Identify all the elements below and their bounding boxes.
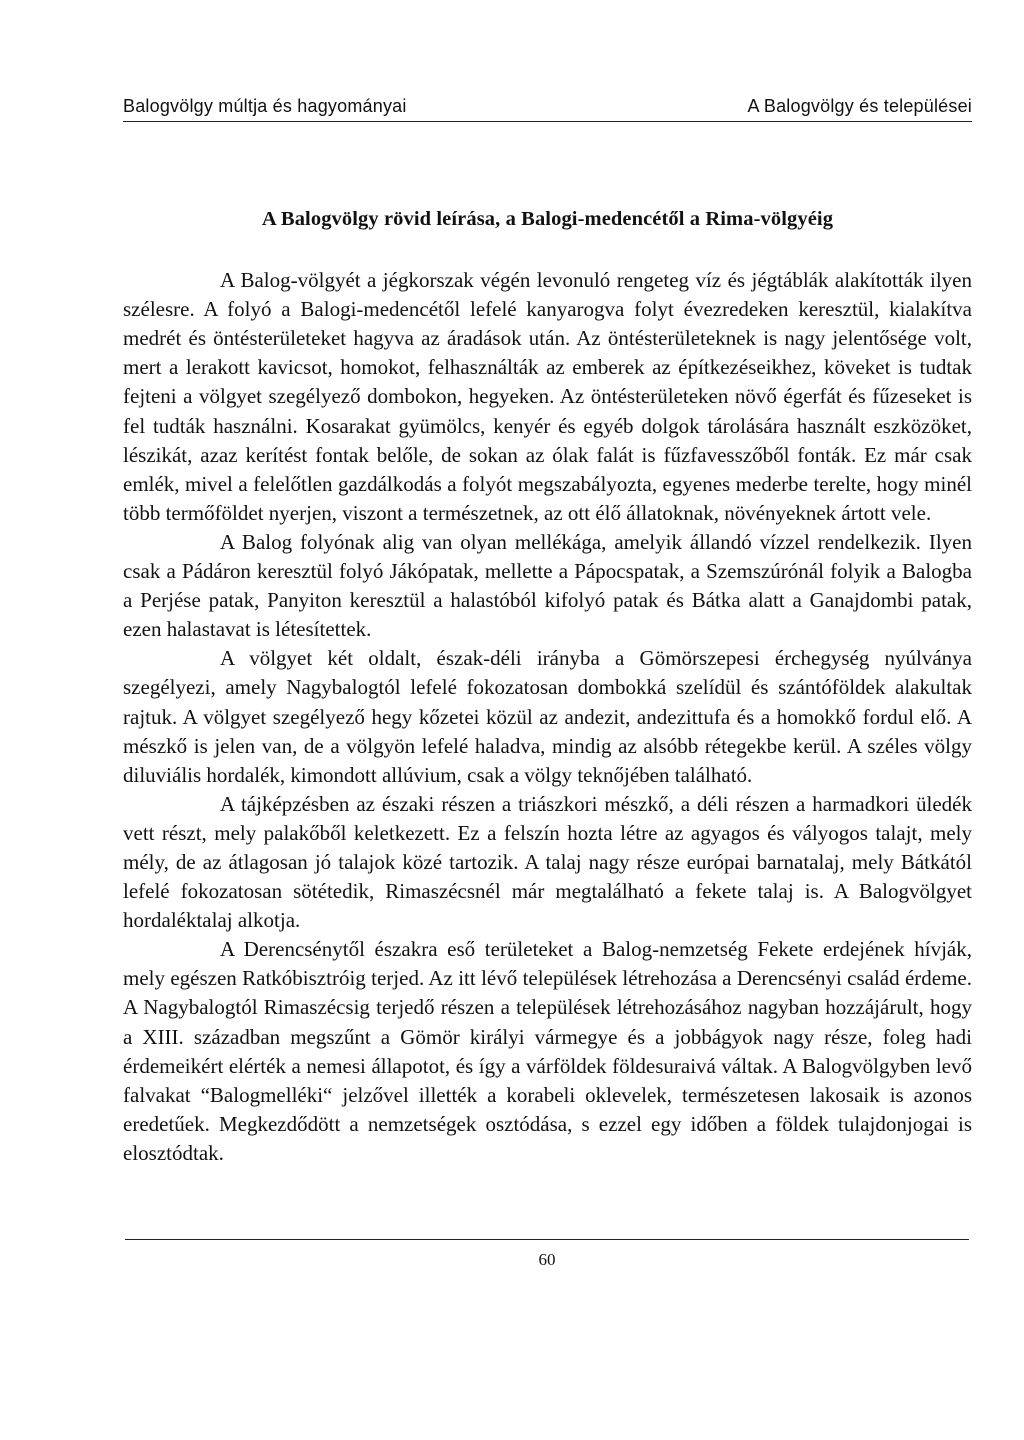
footer-divider [125,1239,969,1240]
paragraph-2: A Balog folyónak alig van olyan mellékága, amelyik állandó vízzel rendelkezik. Ilyen csak a Pádáron keresztül folyó Jákópatak, mellette a Pápocspatak, a Szemszúrónál folyik a Balogba a Perjése patak, Panyiton keresztül a halastóból kifolyó patak és Bátka alatt a Ganajdombi patak, ezen halastavat is létesítettek. [123,529,972,642]
paragraph-4: A tájképzésben az északi részen a triászkori mészkő, a déli részen a harmadkori üledék vett részt, mely palakőből keletkezett. Ez a felszín hozta létre az agyagos és vályogos talajt, mely mély, de az átlagosan jó talajok közé tartozik. A talaj nagy része európai barnatalaj, mely Bátkától lefelé fokozatosan sötétedik, Rimaszécsnél már megtalálható a fekete talaj is. A Balogvölgyet hordaléktalaj alkotja. [123,791,972,933]
paragraph-1: A Balog-völgyét a jégkorszak végén levonuló rengeteg víz és jégtáblák alakították ilyen szélesre. A folyó a Balogi-medencétől lefelé kanyarogva folyt évezredeken keresztül, kialakítva medrét és öntésterületeket hagyva az áradások után. Az öntésterületeknek is nagy jelentősége volt, mert a lerakott kavicsot, homokot, felhasználták az emberek az építkezéseikhez, köveket is tudtak fejteni a völgyet szegélyező dombokon, hegyeken. Az öntésterületeken növő égerfát és fűzeseket is fel tudták használni. Kosarakat gyümölcs, kenyér és egyéb dolgok tárolására használt eszközöket, lészikát, azaz kerítést fontak belőle, de sokan az ólak falát is fűzfavesszőből fonták. Ez már csak emlék, mivel a felelőtlen gazdálkodás a folyót megszabályozta, egyenes mederbe terelte, hogy minél több termőföldet nyerjen, viszont a természetnek, az ott élő állatoknak, növényeknek ártott vele. [123,268,972,525]
paragraph-5: A Derencsénytől északra eső területeket a Balog-nemzetség Fekete erdejének hívják, mely egészen Ratkóbisztróig terjed. Az itt lévő települések létrehozása a Derencsényi család érdeme. A Nagybalogtól Rimaszécsig terjedő részen a települések létrehozásához nagyban hozzájárult, hogy a XIII. században megszűnt a Gömör királyi vármegye és a jobbágyok nagy része, foleg hadi érdemeikért elérték a nemesi állapotot, és így a várföldek földesuraivá váltak. A Balogvölgyben levő falvakat “Balogmelléki“ jelzővel illették a korabeli oklevelek, természetesen lakosaik is azonos eredetűek. Megkezdődött a nemzetségek osztódása, s ezzel egy időben a földek tulajdonjogai is elosztódtak. [123,937,972,1165]
page-content [123,205,972,1168]
running-header [123,92,972,122]
paragraph-3: A völgyet két oldalt, észak-déli irányba a Gömörszepesi érchegység nyúlványa szegélyezi, amely Nagybalogtól lefelé fokozatosan dombokká szelídül és szántóföldek alakultak rajtuk. A völgyet szegélyező hegy kőzetei közül az andezit, andezittufa és a homokkő fordul elő. A mészkő is jelen van, de a völgyön lefelé haladva, mindig az alsóbb rétegekbe kerül. A széles völgy diluviális hordalék, kimondott allúvium, csak a völgy teknőjében található. [123,646,972,787]
header-book-title: Balogvölgy múltja és hagyományai [123,96,407,116]
header-chapter-title: A Balogvölgy és települései [747,96,972,116]
page-number: 60 [538,1250,556,1269]
article-title: A Balogvölgy rövid leírása, a Balogi-medencétől a Rima-völgyéig [261,208,834,230]
